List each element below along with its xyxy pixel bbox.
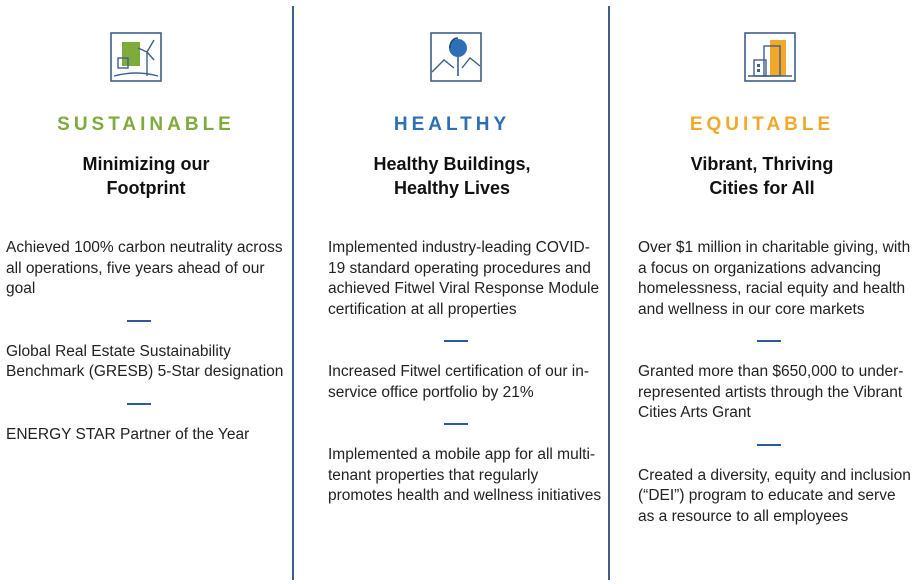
separator xyxy=(6,383,288,425)
list-item: Created a diversity, equity and inclusion (“DEI”) program to educate and serve as a resource to all employees xyxy=(638,466,911,525)
column-subtitle: Healthy Buildings, Healthy Lives xyxy=(373,154,531,198)
column-subtitle: Vibrant, Thriving Cities for All xyxy=(690,154,834,198)
sustainable-column xyxy=(0,0,292,584)
list-item: Granted more than $650,000 to under-represented artists through the Vibrant Cities Arts Grant xyxy=(638,363,904,421)
achievement-list xyxy=(638,238,912,527)
separator xyxy=(328,320,604,362)
separator xyxy=(638,424,912,466)
separator xyxy=(328,403,604,445)
achievement-list xyxy=(6,238,288,445)
city-buildings-icon xyxy=(744,32,796,82)
list-item: ENERGY STAR Partner of the Year xyxy=(6,425,250,443)
healthy-column xyxy=(296,0,608,584)
wind-turbine-building-icon xyxy=(110,32,162,82)
column-divider-1 xyxy=(292,6,294,580)
list-item: Implemented industry-leading COVID-19 standard operating procedures and achieved Fitwel Viral Response Module certification at all properties xyxy=(328,239,600,318)
separator xyxy=(638,320,912,362)
separator xyxy=(6,300,288,342)
list-item: Increased Fitwel certification of our in-service office portfolio by 21% xyxy=(328,363,590,401)
achievement-list xyxy=(328,238,604,507)
equitable-column xyxy=(612,0,912,584)
column-subtitle: Minimizing our Footprint xyxy=(82,154,210,198)
category-title: SUSTAINABLE xyxy=(57,114,235,135)
list-item: Global Real Estate Sustainability Benchmark (GRESB) 5-Star designation xyxy=(6,342,284,380)
category-title: EQUITABLE xyxy=(689,114,835,135)
list-item: Over $1 million in charitable giving, with a focus on organizations advancing homelessness, racial equity and health and wellness in our core markets xyxy=(638,239,911,318)
list-item: Implemented a mobile app for all multi-tenant properties that regularly promotes health and wellness initiatives xyxy=(328,446,602,504)
list-item: Achieved 100% carbon neutrality across all operations, five years ahead of our goal xyxy=(6,239,283,297)
category-title: HEALTHY xyxy=(393,114,511,135)
tree-landscape-icon xyxy=(430,32,482,82)
column-divider-2 xyxy=(608,6,610,580)
